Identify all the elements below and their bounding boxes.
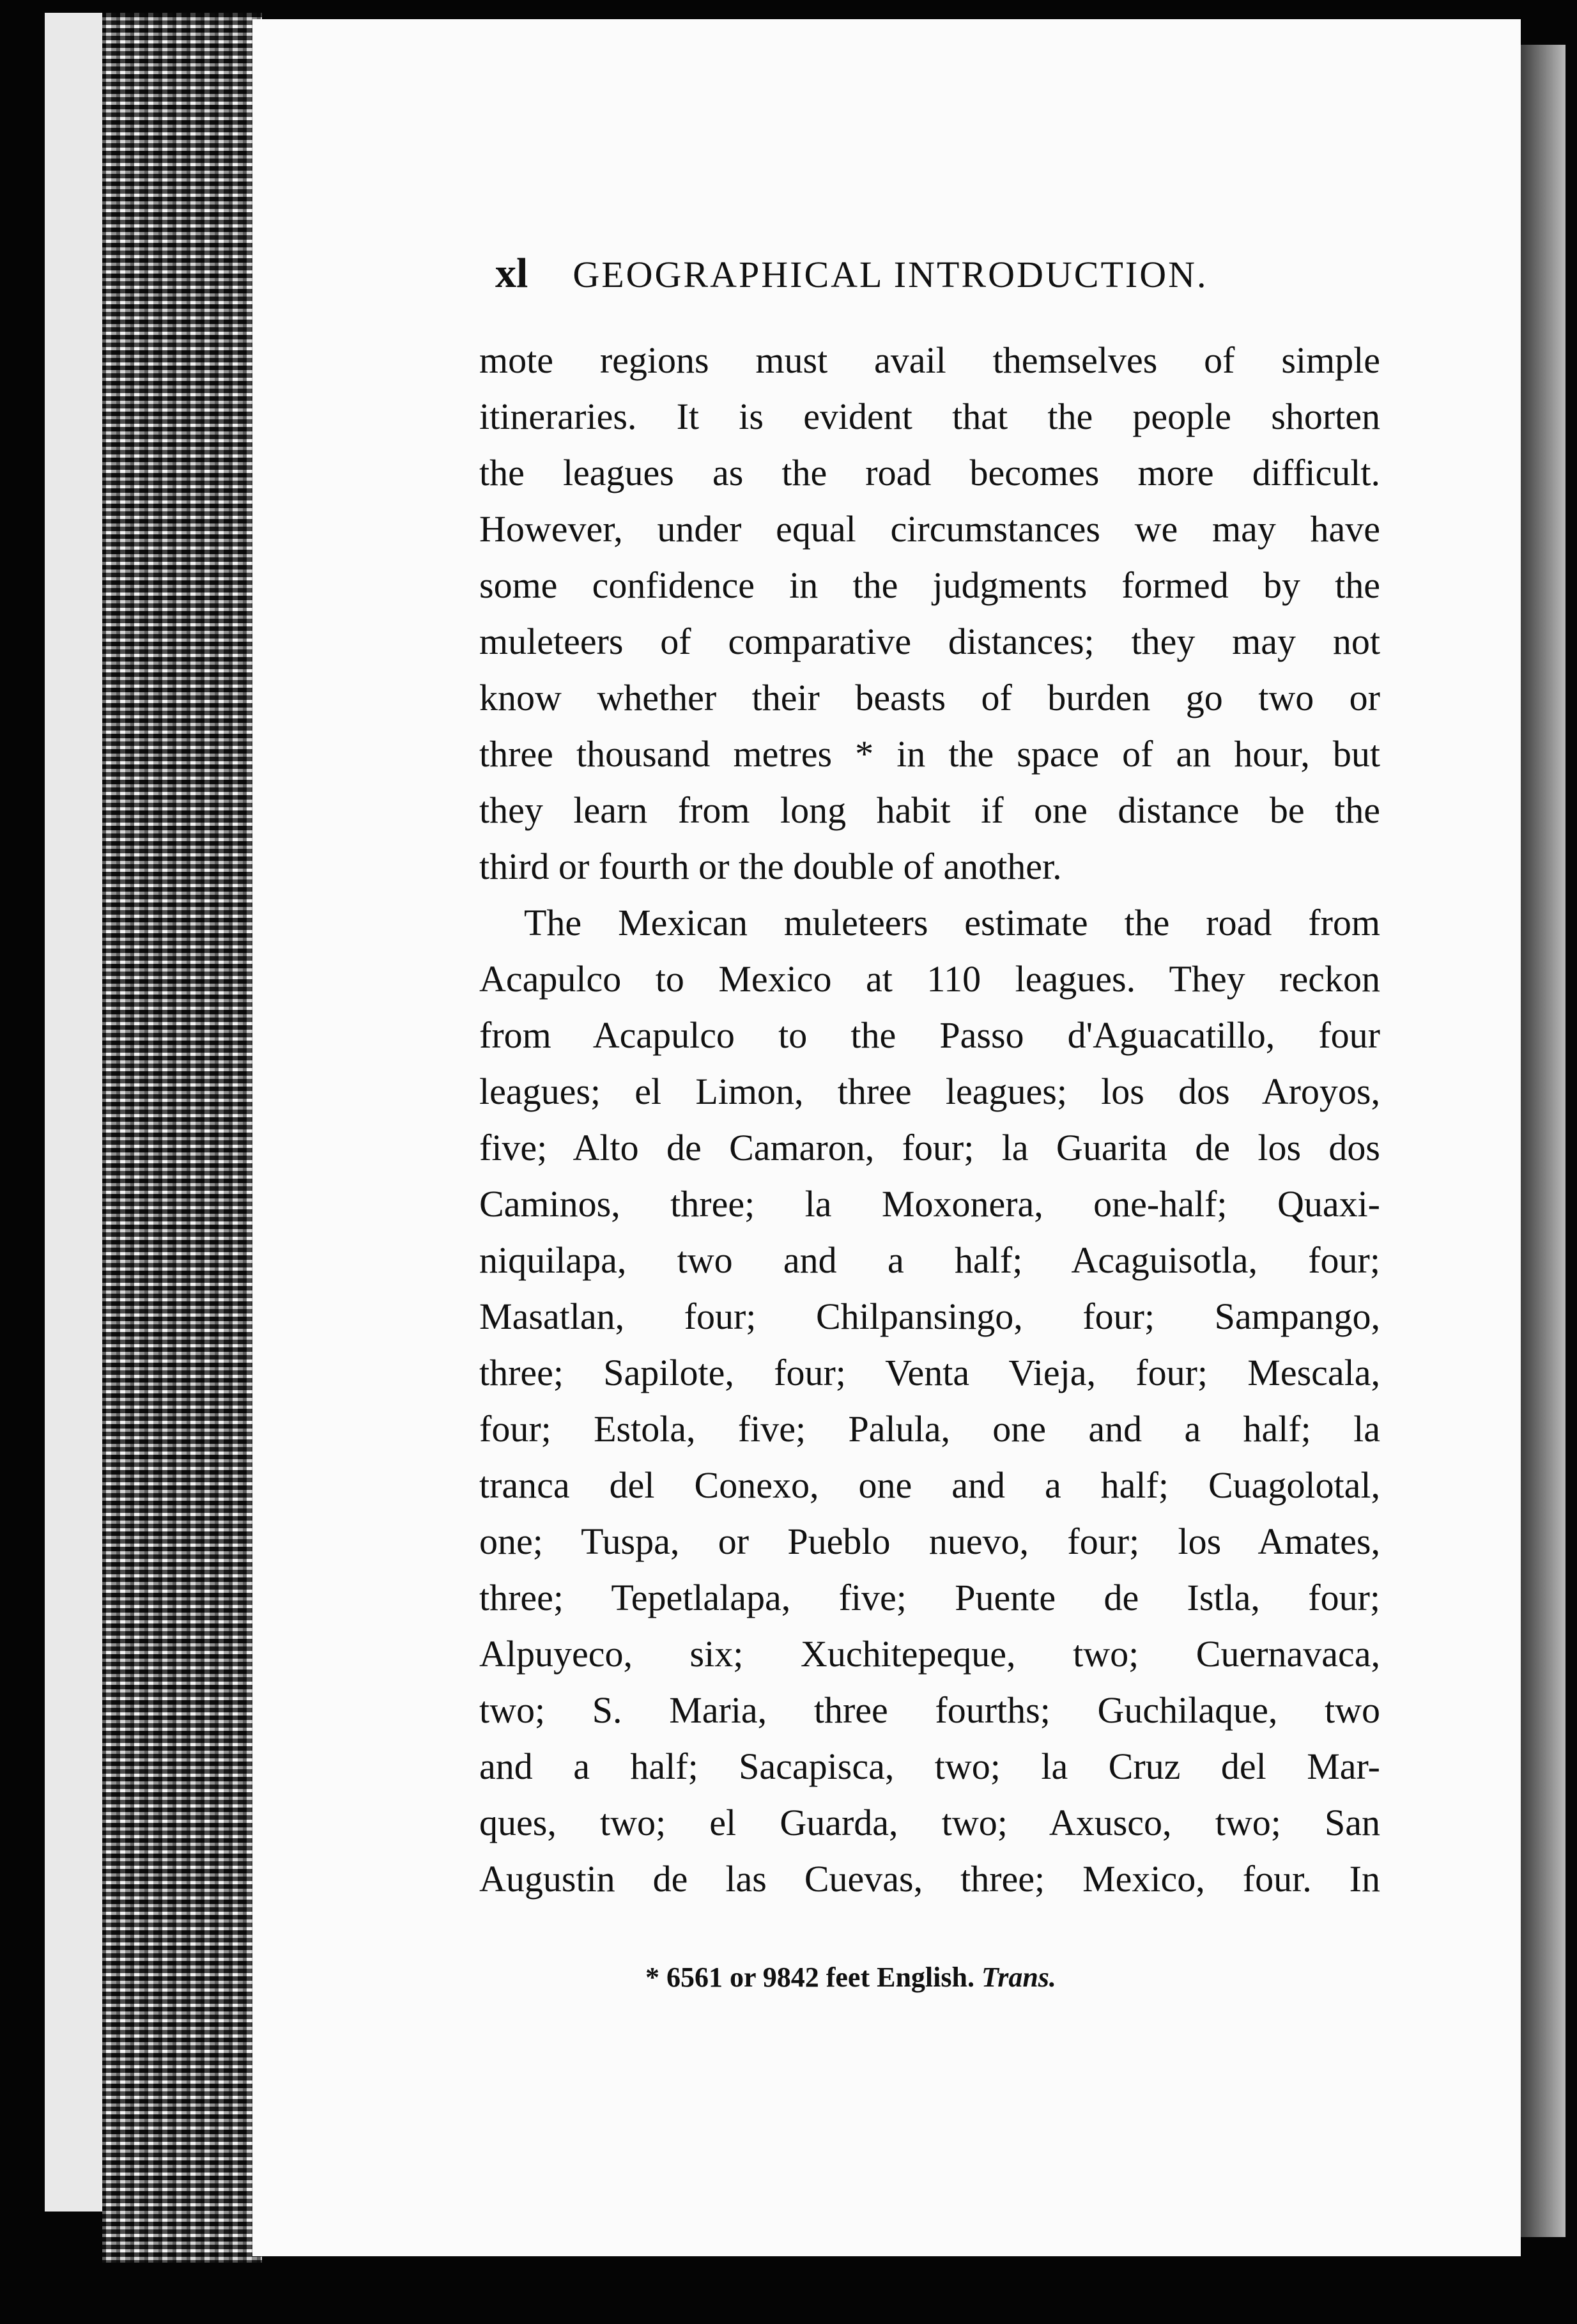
footnote [645,1961,1056,1994]
text-line: Alpuyeco, six; Xuchitepeque, two; Cuernavaca, [479,1633,1380,1675]
text-line: tranca del Conexo, one and a half; Cuagolotal, [479,1464,1380,1506]
text-line: some confidence in the judgments formed by the [479,564,1380,606]
text-line: Caminos, three; la Moxonera, one-half; Quaxi- [479,1183,1380,1225]
text-line: know whether their beasts of burden go two or [479,677,1380,718]
body-text [479,332,1380,1907]
text-line: third or fourth or the double of another. [479,846,1062,887]
footnote-text: * 6561 or 9842 feet English. [645,1962,974,1993]
page-number: xl [495,250,528,297]
text-line: Masatlan, four; Chilpansingo, four; Sampango, [479,1296,1380,1337]
footnote-trans: Trans. [981,1962,1056,1993]
text-line: leagues; el Limon, three leagues; los dos Aroyos, [479,1071,1380,1112]
text-line: niquilapa, two and a half; Acaguisotla, four; [479,1239,1380,1281]
text-line: and a half; Sacapisca, two; la Cruz del Mar- [479,1746,1380,1787]
text-line: one; Tuspa, or Pueblo nuevo, four; los Amates, [479,1521,1380,1562]
text-line: However, under equal circumstances we may have [479,508,1380,550]
text-line: from Acapulco to the Passo d'Aguacatillo, four [479,1014,1380,1056]
page-header [495,249,1249,298]
text-line: ques, two; el Guarda, two; Axusco, two; San [479,1802,1380,1843]
text-line: four; Estola, five; Palula, one and a half; la [479,1408,1380,1450]
text-line: two; S. Maria, three fourths; Guchilaque, two [479,1689,1380,1731]
text-line: three; Sapilote, four; Venta Vieja, four; Mescala, [479,1352,1380,1393]
text-line: Augustin de las Cuevas, three; Mexico, four. In [479,1858,1380,1900]
text-line: three; Tepetlalapa, five; Puente de Istla, four; [479,1577,1380,1618]
running-head: GEOGRAPHICAL INTRODUCTION. [573,254,1208,295]
text-line: muleteers of comparative distances; they may not [479,621,1380,662]
text-line: the leagues as the road becomes more difficult. [479,452,1380,493]
book-gutter [102,13,262,2263]
text-line: The Mexican muleteers estimate the road from [524,902,1380,943]
text-line: mote regions must avail themselves of simple [479,339,1380,381]
text-line: five; Alto de Camaron, four; la Guarita de los dos [479,1127,1380,1168]
text-line: they learn from long habit if one distance be the [479,789,1380,831]
text-line: three thousand metres * in the space of an hour, but [479,733,1380,775]
text-line: Acapulco to Mexico at 110 leagues. They reckon [479,958,1380,1000]
text-line: itineraries. It is evident that the people shorten [479,396,1380,437]
